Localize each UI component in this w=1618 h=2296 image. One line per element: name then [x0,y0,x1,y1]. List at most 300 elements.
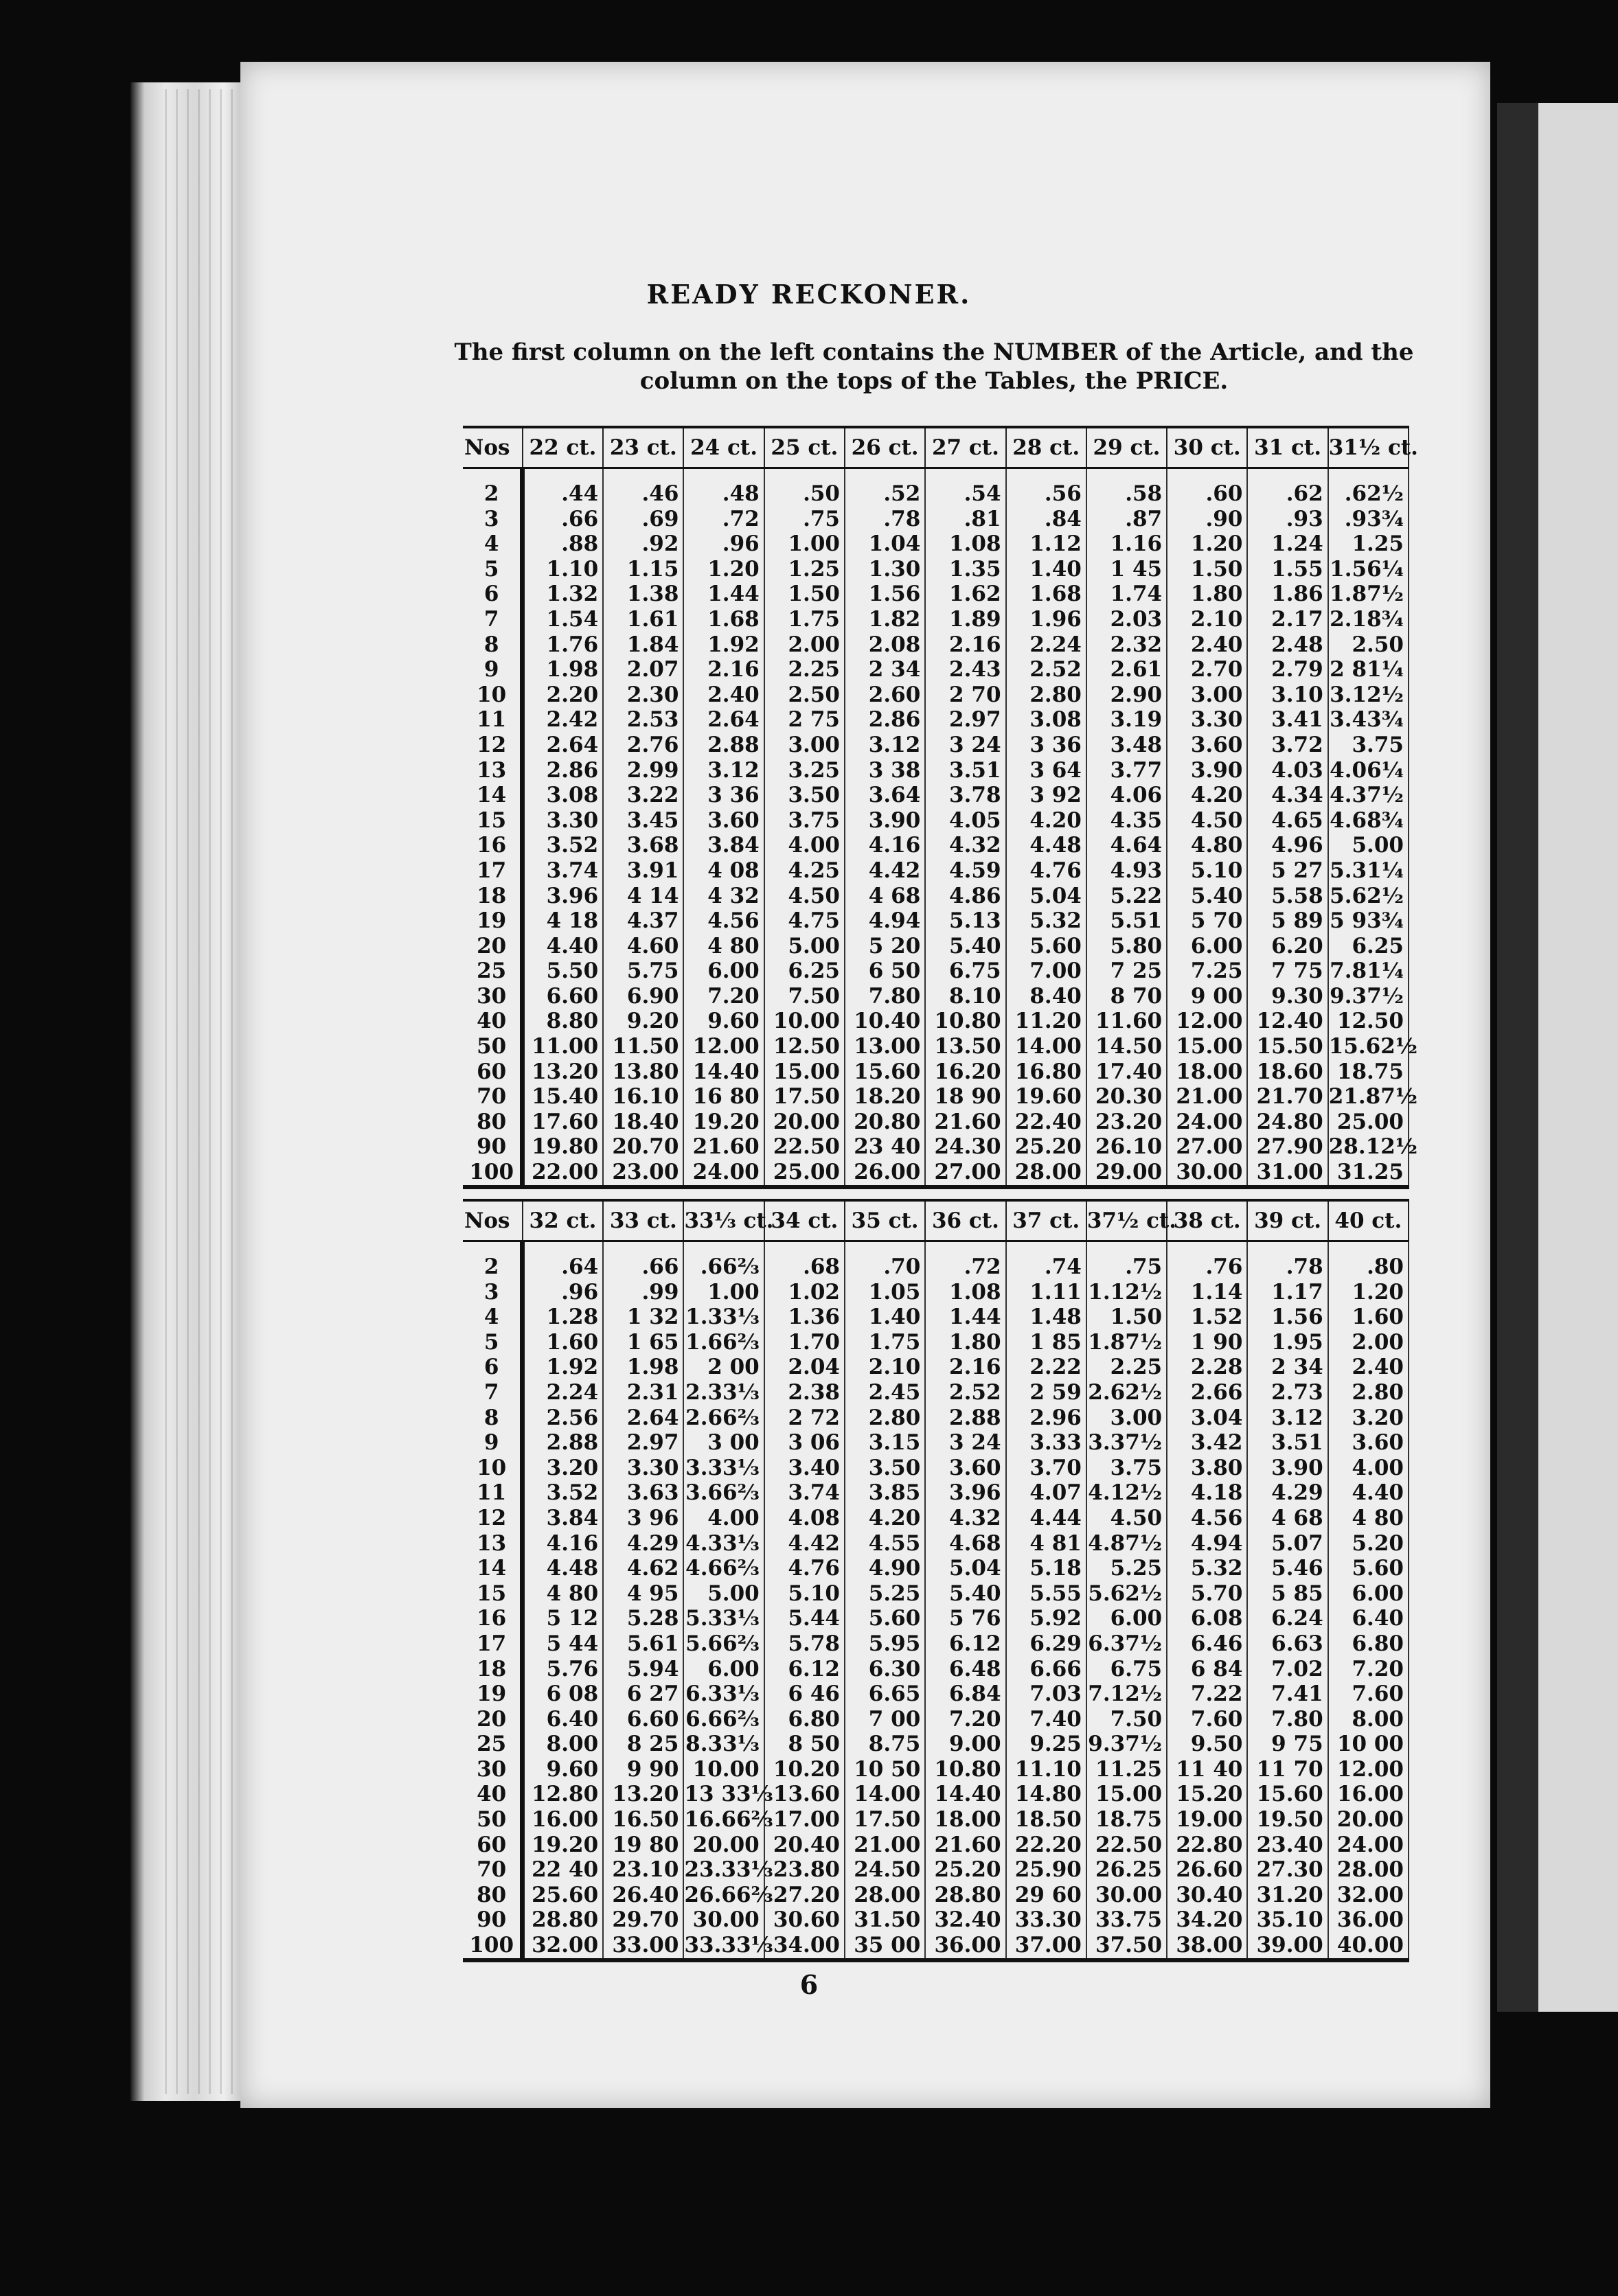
subtitle-line-1: The first column on the left contains the NUMBER of the Article, and the [454,338,1414,366]
price-cell: .69 [603,507,683,532]
price-cell: 1.82 [845,607,925,632]
price-cell: 2.03 [1086,607,1167,632]
price-cell: .93¾ [1328,507,1409,532]
price-cell: 2.43 [925,657,1005,682]
price-cell: 40.00 [1328,1933,1409,1960]
table-row [463,1110,1409,1135]
price-cell: 6 84 [1167,1657,1247,1682]
price-cell: 3.30 [603,1456,683,1481]
price-cell: 23.40 [1247,1833,1328,1858]
price-cell: 1 45 [1086,557,1167,582]
price-cell: 1.48 [1006,1305,1086,1330]
table-row [463,1034,1409,1059]
price-cell: 26.66⅔ [684,1882,773,1907]
price-cell: 2.50 [764,682,845,708]
price-cell: 21.60 [925,1833,1005,1858]
price-cell: 2.40 [683,682,764,708]
price-cell: 5.95 [845,1631,925,1657]
price-cell: 4 32 [683,884,764,909]
price-cell: .87 [1086,507,1167,532]
book-gutter-shadow [1497,103,1538,2012]
price-cell: 3.90 [1247,1456,1328,1481]
table-row [463,1681,1409,1707]
price-cell: 2.64 [683,707,764,733]
price-cell: 29.00 [1086,1160,1167,1187]
price-cell: 33.33⅓ [683,1933,764,1960]
table-row [463,1355,1409,1380]
price-cell: 1 90 [1167,1330,1247,1355]
price-cell: 25.90 [1006,1857,1086,1883]
table-row [463,958,1409,984]
price-cell: 2.17 [1247,607,1328,632]
price-cell: 3 36 [683,783,764,808]
price-cell: 1.96 [1006,607,1086,632]
price-cell: 6.90 [603,984,683,1009]
table-row [463,1009,1409,1034]
price-cell: .80 [1328,1254,1409,1280]
price-cell: 2.16 [683,657,764,682]
price-cell: 6 50 [845,958,925,984]
row-number-cell: 2 [463,1254,523,1280]
price-cell: 4.20 [1167,783,1247,808]
price-cell: 2.25 [764,657,845,682]
price-cell: 4.32 [925,1506,1005,1531]
price-cell: 1.55 [1247,557,1328,582]
price-cell: 8 70 [1086,984,1167,1009]
price-cell: 9.20 [603,1009,683,1034]
price-cell: 18.00 [1167,1059,1247,1085]
price-cell: 6.08 [1167,1606,1247,1631]
price-cell: 9.30 [1247,984,1328,1009]
price-cell: .70 [845,1254,925,1280]
price-cell: .84 [1006,507,1086,532]
price-cell: 4.93 [1086,858,1167,884]
price-cell: 2.50 [1328,632,1409,658]
price-cell: 9 90 [603,1757,683,1782]
row-number-cell: 25 [463,958,523,984]
price-cell: 3.75 [1086,1456,1167,1481]
price-cell: 6.00 [1086,1606,1167,1631]
price-cell: 13.60 [764,1782,845,1807]
row-number-cell: 40 [463,1009,523,1034]
price-cell: 14.50 [1086,1034,1167,1059]
price-cell: 4.18 [1167,1480,1247,1506]
row-number-cell: 11 [463,1480,523,1506]
price-cell: 34.20 [1167,1907,1247,1933]
price-cell: 20.00 [764,1110,845,1135]
price-cell: 1.32 [523,582,603,607]
price-cell: 4.37½ [1328,783,1409,808]
column-header-price: 23 ct. [603,427,683,468]
price-cell: 29.70 [603,1907,683,1933]
price-cell: 1.17 [1247,1280,1328,1305]
price-cell: 2.16 [925,1355,1005,1380]
price-cell: 1.15 [603,557,683,582]
price-cell: 22.50 [1086,1833,1167,1858]
price-cell: 9.50 [1167,1732,1247,1757]
table-row [463,1531,1409,1557]
price-cell: 6.00 [1328,1581,1409,1607]
price-cell: 3.64 [845,783,925,808]
row-number-cell: 3 [463,1280,523,1305]
price-cell: 19.00 [1167,1807,1247,1833]
price-cell: 5.50 [523,958,603,984]
table-row [463,1405,1409,1431]
spacer-cell [1006,1241,1086,1255]
price-cell: 16.66⅔ [684,1807,773,1833]
price-cell: 5.33⅓ [683,1606,764,1631]
price-cell: .96 [683,531,764,557]
row-number-cell: 12 [463,1506,523,1531]
price-cell: 4.12½ [1086,1480,1167,1506]
price-cell: 23.10 [603,1857,683,1883]
price-cell: 28.80 [925,1883,1005,1908]
price-cell: 2.97 [603,1430,683,1456]
price-cell: 18.75 [1086,1807,1167,1833]
price-cell: 3.08 [1006,707,1086,733]
price-cell: 30.00 [683,1907,764,1933]
price-cell: 7.12½ [1086,1681,1167,1707]
row-number-cell: 5 [463,1330,523,1355]
table-row [463,808,1409,834]
price-cell: 38.00 [1167,1933,1247,1960]
price-cell: 36.00 [925,1933,1005,1960]
price-cell: 2.96 [1006,1405,1086,1431]
price-cell: 1.50 [1167,557,1247,582]
row-number-cell: 19 [463,1681,523,1707]
row-number-cell: 90 [463,1134,523,1160]
price-cell: 11.10 [1006,1757,1086,1782]
spacer-cell [1006,468,1086,482]
price-cell: 1.14 [1167,1280,1247,1305]
price-cell: 5 20 [845,934,925,959]
row-number-cell: 5 [463,557,523,582]
column-header-price: 39 ct. [1247,1200,1328,1241]
price-cell: 30.40 [1167,1883,1247,1908]
price-cell: .48 [683,481,764,507]
price-cell: 5.51 [1086,908,1167,934]
price-cell: 27.30 [1247,1857,1328,1883]
price-cell: 2.04 [764,1355,845,1380]
price-cell: 3.60 [1167,733,1247,758]
column-header-price: 40 ct. [1328,1200,1409,1241]
price-cell: 18.20 [845,1084,925,1110]
price-cell: 6.12 [764,1657,845,1682]
price-cell: 1.00 [764,531,845,557]
price-cell: 3.84 [523,1506,603,1531]
price-cell: 20.00 [683,1833,764,1858]
price-cell: 15.40 [523,1084,603,1110]
price-cell: 1 85 [1006,1330,1086,1355]
price-cell: 28.80 [523,1907,603,1933]
row-number-cell: 70 [463,1857,523,1883]
table-row [463,582,1409,607]
price-cell: 5 70 [1167,908,1247,934]
price-cell: 39.00 [1247,1933,1328,1960]
price-cell: 1.98 [603,1355,683,1380]
price-cell: 3 24 [925,1430,1005,1456]
price-cell: 7 75 [1247,958,1328,984]
price-cell: 31.25 [1328,1160,1409,1187]
price-cell: 14.00 [845,1782,925,1807]
price-cell: 8 25 [603,1732,683,1757]
price-cell: 32.00 [1328,1883,1409,1908]
price-cell: 4 68 [845,884,925,909]
row-number-cell: 100 [463,1160,523,1187]
price-cell: 21.87½ [1328,1084,1418,1110]
price-cell: 2.16 [925,632,1005,658]
price-cell: 3.20 [1328,1405,1409,1431]
price-cell: 27.20 [764,1883,845,1908]
price-cell: 3.22 [603,783,683,808]
price-cell: 3.75 [1328,733,1409,758]
price-cell: 1.05 [845,1280,925,1305]
spacer-cell [1247,468,1328,482]
price-cell: 4.03 [1247,758,1328,783]
price-cell: 2 75 [764,707,845,733]
price-cell: 2 34 [1247,1355,1328,1380]
price-cell: 1.87½ [1086,1330,1167,1355]
table-row [463,1907,1409,1933]
row-number-cell: 15 [463,808,523,834]
price-cell: 13.20 [603,1782,683,1807]
price-cell: 3.45 [603,808,683,834]
price-cell: 2.31 [603,1380,683,1405]
price-cell: 3.51 [925,758,1005,783]
price-cell: 21.60 [925,1110,1005,1135]
price-cell: 32.00 [523,1933,603,1960]
price-cell: 23.00 [603,1160,683,1187]
table-row [463,934,1409,959]
price-cell: 7.03 [1006,1681,1086,1707]
table-row [463,1833,1409,1858]
price-cell: 12.00 [1167,1009,1247,1034]
price-cell: 12.00 [1328,1757,1409,1782]
price-cell: 3.30 [523,808,603,834]
price-cell: 5.61 [603,1631,683,1657]
price-cell: 14.00 [1006,1034,1086,1059]
price-cell: 31.00 [1247,1160,1328,1187]
price-cell: 4.50 [1086,1506,1167,1531]
column-header-price: 34 ct. [764,1200,845,1241]
price-cell: 2.62½ [1086,1380,1167,1405]
price-cell: 1.75 [845,1330,925,1355]
row-number-cell: 70 [463,1084,523,1110]
row-number-cell: 6 [463,1355,523,1380]
price-cell: 24.50 [845,1857,925,1883]
price-cell: .52 [845,481,925,507]
price-cell: 10.00 [683,1757,764,1782]
price-cell: 3.74 [523,858,603,884]
price-cell: 9.37½ [1086,1732,1167,1757]
price-cell: .88 [523,531,603,557]
price-cell: 6.80 [1328,1631,1409,1657]
spacer-cell [1086,1241,1167,1255]
price-cell: 5.55 [1006,1581,1086,1607]
price-cell: 6.48 [925,1657,1005,1682]
price-cell: 7.60 [1167,1707,1247,1732]
spacer-cell [603,468,683,482]
price-cell: 6.75 [925,958,1005,984]
page-title: READY RECKONER. [646,279,972,310]
price-cell: 1.86 [1247,582,1328,607]
price-cell: 24.00 [1328,1833,1409,1858]
price-cell: 1.52 [1167,1305,1247,1330]
price-cell: 4.66⅔ [683,1556,764,1581]
price-cell: 9.00 [925,1732,1005,1757]
table-row [463,1330,1409,1355]
price-cell: 2.32 [1086,632,1167,658]
price-cell: 19 80 [603,1833,683,1858]
price-cell: 3.12 [845,733,925,758]
row-number-cell: 15 [463,1581,523,1607]
price-cell: 4.44 [1006,1506,1086,1531]
price-cell: 2 81¼ [1328,657,1409,682]
price-cell: 6.75 [1086,1657,1167,1682]
spacer-cell [683,1241,764,1255]
spacer-cell [1328,1241,1409,1255]
table-row [463,1933,1409,1960]
spacer-cell [845,468,925,482]
price-cell: 9.37½ [1328,984,1409,1009]
price-cell: 12.50 [764,1034,845,1059]
price-cell: 3.04 [1167,1405,1247,1431]
price-cell: 5.75 [603,958,683,984]
price-cell: 4.86 [925,884,1005,909]
price-cell: 5.00 [1328,833,1409,858]
price-cell: 5.22 [1086,884,1167,909]
price-cell: 4.16 [523,1531,603,1557]
price-cell: 25.20 [925,1857,1005,1883]
table-row [463,908,1409,934]
price-cell: 1 65 [603,1330,683,1355]
price-cell: 31.50 [845,1907,925,1933]
price-cell: 1.33⅓ [683,1305,764,1330]
price-cell: 1.04 [845,531,925,557]
price-cell: 2.80 [1328,1380,1409,1405]
price-cell: 4.07 [1006,1480,1086,1506]
row-number-cell: 8 [463,632,523,658]
price-cell: 5 27 [1247,858,1328,884]
price-cell: 1.56 [1247,1305,1328,1330]
spacer-cell [523,468,603,482]
price-cell: 6.00 [683,1657,764,1682]
table-header-row [463,1200,1409,1241]
price-cell: 7 00 [845,1707,925,1732]
price-cell: 1.44 [925,1305,1005,1330]
price-cell: 5.04 [1006,884,1086,909]
table-row [463,1757,1409,1782]
table-row [463,1883,1409,1908]
price-cell: 20.30 [1086,1084,1167,1110]
price-cell: 4.50 [764,884,845,909]
price-cell: 1.74 [1086,582,1167,607]
price-cell: 7 25 [1086,958,1167,984]
price-cell: 6.25 [1328,934,1409,959]
price-cell: 20.40 [764,1833,845,1858]
row-number-cell: 6 [463,582,523,607]
price-cell: .44 [523,481,603,507]
price-cell: 6.00 [683,958,764,984]
price-cell: 4.80 [1167,833,1247,858]
price-cell: .72 [683,507,764,532]
price-cell: 1.40 [1006,557,1086,582]
spacer-cell [523,1241,603,1255]
table-header-row [463,427,1409,468]
price-table-top [463,426,1418,1189]
price-cell: 1.98 [523,657,603,682]
price-cell: 4.56 [683,908,764,934]
price-cell: 16.00 [1328,1782,1409,1807]
price-cell: 5.00 [764,934,845,959]
price-cell: 5 89 [1247,908,1328,934]
price-cell: 4.40 [1328,1480,1409,1506]
price-cell: 5.20 [1328,1531,1409,1557]
table-row [463,984,1409,1009]
price-cell: 15.60 [1247,1782,1328,1807]
price-cell: 19.20 [523,1833,603,1858]
price-cell: 3.60 [925,1456,1005,1481]
table-row [463,733,1409,758]
price-cell: 15.60 [845,1059,925,1085]
price-cell: 10 00 [1328,1732,1409,1757]
price-cell: 3.33⅓ [683,1456,764,1481]
price-cell: 4.40 [523,934,603,959]
price-cell: 1.80 [1167,582,1247,607]
price-cell: 2 72 [764,1405,845,1431]
table-row [463,1506,1409,1531]
price-cell: 1.84 [603,632,683,658]
price-cell: 5.62½ [1328,884,1409,909]
price-cell: 3.96 [925,1480,1005,1506]
price-cell: 14.80 [1006,1782,1086,1807]
column-header-nos: Nos [463,1200,523,1241]
price-cell: 4.68¾ [1328,808,1409,834]
price-cell: 1.36 [764,1305,845,1330]
row-number-cell: 60 [463,1059,523,1085]
price-cell: 4.64 [1086,833,1167,858]
price-cell: 6.60 [523,984,603,1009]
price-cell: 8.10 [925,984,1005,1009]
column-header-price: 25 ct. [764,427,845,468]
price-cell: 7.22 [1167,1681,1247,1707]
price-cell: 1.75 [764,607,845,632]
table-row [463,1160,1409,1187]
price-cell: 17.00 [764,1807,845,1833]
price-cell: 2.42 [523,707,603,733]
price-cell: 16.20 [925,1059,1005,1085]
price-cell: 3.40 [764,1456,845,1481]
price-cell: 3.10 [1247,682,1328,708]
price-cell: 1.60 [1328,1305,1409,1330]
column-header-price: 36 ct. [925,1200,1005,1241]
price-cell: 11.25 [1086,1757,1167,1782]
table-row [463,1456,1409,1481]
price-cell: 22.80 [1167,1833,1247,1858]
price-cell: 3.00 [1167,682,1247,708]
price-cell: 26.60 [1167,1857,1247,1883]
price-cell: 22.20 [1006,1833,1086,1858]
price-cell: 2.33⅓ [683,1380,764,1405]
column-header-price: 28 ct. [1006,427,1086,468]
price-cell: 1.56¼ [1328,557,1409,582]
facing-page-edge [1538,103,1618,2012]
price-cell: 15.00 [1167,1034,1247,1059]
column-header-price: 22 ct. [523,427,603,468]
price-cell: 20.00 [1328,1807,1409,1833]
price-cell: .75 [764,507,845,532]
price-cell: 27.00 [925,1160,1005,1187]
